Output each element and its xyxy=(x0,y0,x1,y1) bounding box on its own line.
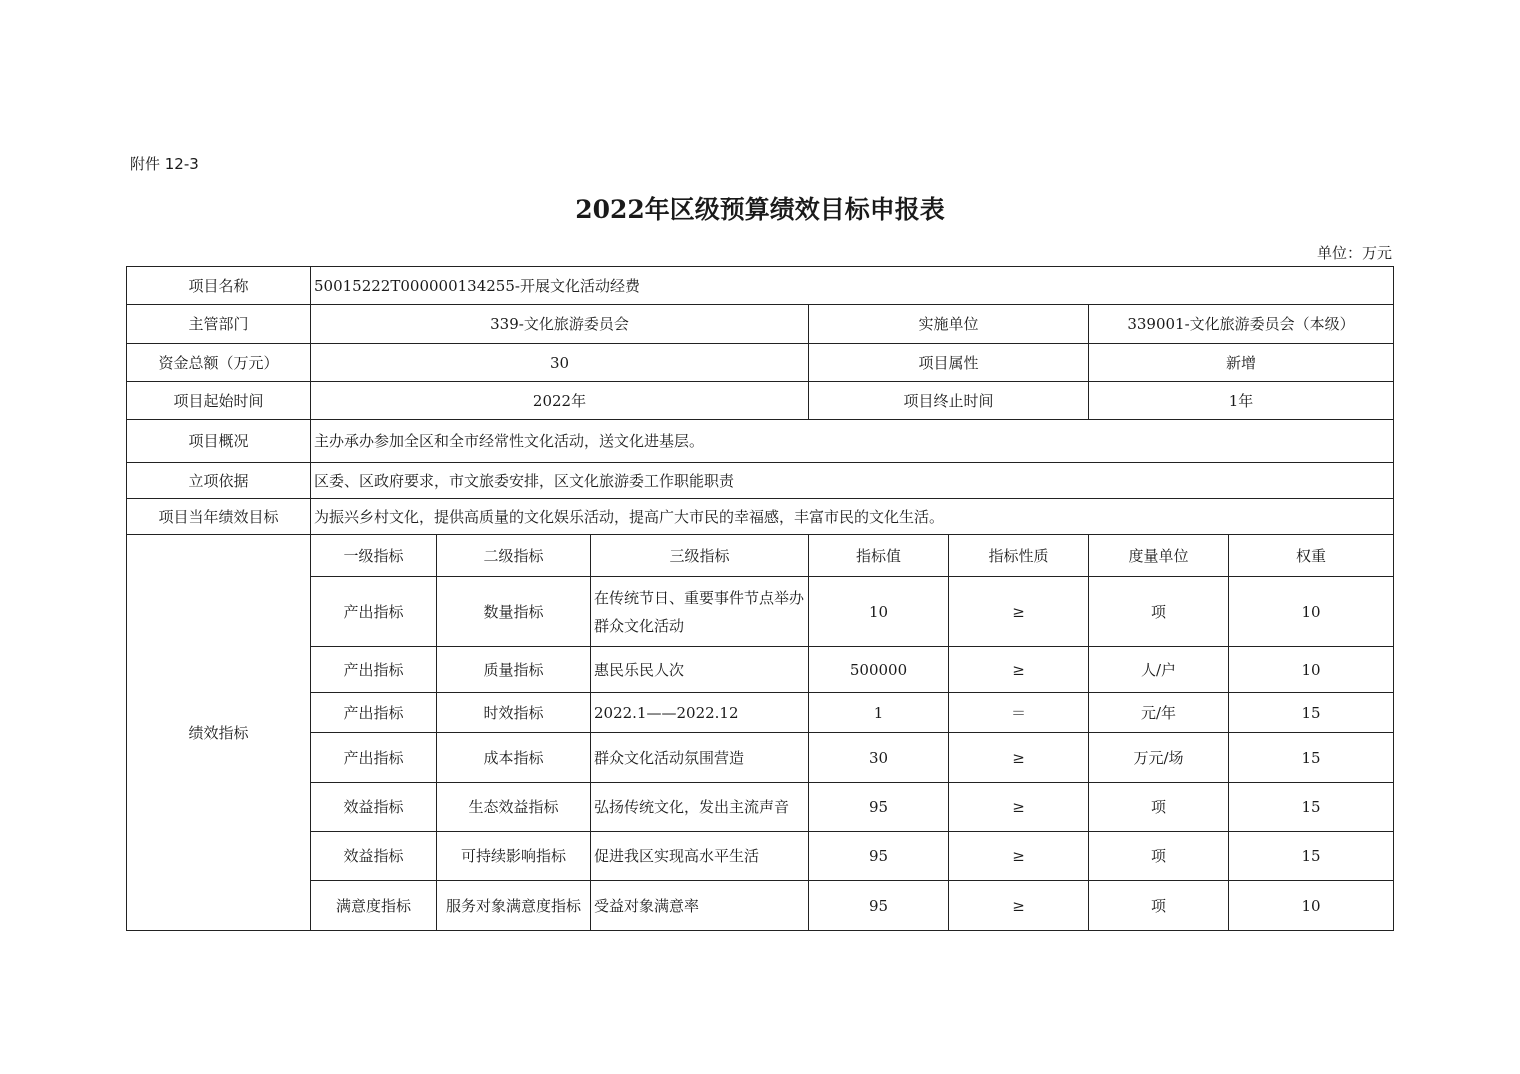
overview-label: 项目概况 xyxy=(127,420,311,463)
indicator-header-row xyxy=(127,535,1394,577)
indicator-value: 1 xyxy=(809,693,949,733)
indicator-l3: 在传统节日、重要事件节点举办群众文化活动 xyxy=(591,577,809,647)
indicator-l1: 产出指标 xyxy=(311,693,437,733)
header-nature: 指标性质 xyxy=(949,535,1089,577)
attachment-label: 附件 12-3 xyxy=(130,155,199,173)
indicator-l3: 促进我区实现高水平生活 xyxy=(591,832,809,881)
indicator-unit: 万元/场 xyxy=(1089,733,1229,783)
indicator-section-label: 绩效指标 xyxy=(127,535,311,931)
basis-value: 区委、区政府要求，市文旅委安排，区文化旅游委工作职能职责 xyxy=(311,463,1394,499)
header-l3: 三级指标 xyxy=(591,535,809,577)
end-value: 1年 xyxy=(1089,382,1394,420)
page-title: 2022年区级预算绩效目标申报表 xyxy=(575,195,945,224)
indicator-l1: 产出指标 xyxy=(311,577,437,647)
row-overview xyxy=(127,420,1394,463)
header-l1: 一级指标 xyxy=(311,535,437,577)
impl-value: 339001-文化旅游委员会（本级） xyxy=(1089,305,1394,344)
indicator-row xyxy=(127,881,1394,931)
indicator-weight: 15 xyxy=(1229,783,1394,832)
funds-value: 30 xyxy=(311,344,809,382)
indicator-value: 30 xyxy=(809,733,949,783)
indicator-l1: 满意度指标 xyxy=(311,881,437,931)
header-l2: 二级指标 xyxy=(437,535,591,577)
indicator-l1: 产出指标 xyxy=(311,647,437,693)
indicator-l3: 2022.1——2022.12 xyxy=(591,693,809,733)
indicator-weight: 10 xyxy=(1229,881,1394,931)
indicator-value: 95 xyxy=(809,881,949,931)
indicator-weight: 15 xyxy=(1229,693,1394,733)
dept-label: 主管部门 xyxy=(127,305,311,344)
indicator-l3: 惠民乐民人次 xyxy=(591,647,809,693)
indicator-nature: ≥ xyxy=(949,647,1089,693)
indicator-weight: 15 xyxy=(1229,733,1394,783)
performance-target-table xyxy=(126,266,1394,931)
indicator-l2: 质量指标 xyxy=(437,647,591,693)
row-time xyxy=(127,382,1394,420)
indicator-value: 95 xyxy=(809,832,949,881)
project-name-value: 50015222T000000134255-开展文化活动经费 xyxy=(311,267,1394,305)
impl-label: 实施单位 xyxy=(809,305,1089,344)
indicator-unit: 项 xyxy=(1089,832,1229,881)
end-label: 项目终止时间 xyxy=(809,382,1089,420)
overview-value: 主办承办参加全区和全市经常性文化活动，送文化进基层。 xyxy=(311,420,1394,463)
indicator-l2: 可持续影响指标 xyxy=(437,832,591,881)
attr-label: 项目属性 xyxy=(809,344,1089,382)
indicator-weight: 15 xyxy=(1229,832,1394,881)
unit-label: 单位：万元 xyxy=(1316,244,1392,262)
indicator-row xyxy=(127,693,1394,733)
start-value: 2022年 xyxy=(311,382,809,420)
goal-label: 项目当年绩效目标 xyxy=(127,499,311,535)
indicator-row xyxy=(127,832,1394,881)
row-dept xyxy=(127,305,1394,344)
indicator-unit: 项 xyxy=(1089,881,1229,931)
indicator-l2: 生态效益指标 xyxy=(437,783,591,832)
indicator-l3: 受益对象满意率 xyxy=(591,881,809,931)
indicator-row xyxy=(127,733,1394,783)
indicator-value: 95 xyxy=(809,783,949,832)
indicator-nature: ≥ xyxy=(949,881,1089,931)
row-goal xyxy=(127,499,1394,535)
indicator-nature: ≥ xyxy=(949,577,1089,647)
indicator-l2: 数量指标 xyxy=(437,577,591,647)
indicator-l2: 成本指标 xyxy=(437,733,591,783)
indicator-weight: 10 xyxy=(1229,647,1394,693)
indicator-value: 10 xyxy=(809,577,949,647)
indicator-row xyxy=(127,577,1394,647)
indicator-nature: ≥ xyxy=(949,733,1089,783)
row-project-name xyxy=(127,267,1394,305)
funds-label: 资金总额（万元） xyxy=(127,344,311,382)
indicator-row xyxy=(127,647,1394,693)
header-value: 指标值 xyxy=(809,535,949,577)
indicator-l1: 产出指标 xyxy=(311,733,437,783)
indicator-l3: 弘扬传统文化，发出主流声音 xyxy=(591,783,809,832)
indicator-l1: 效益指标 xyxy=(311,783,437,832)
indicator-unit: 人/户 xyxy=(1089,647,1229,693)
attr-value: 新增 xyxy=(1089,344,1394,382)
indicator-nature: ≥ xyxy=(949,832,1089,881)
indicator-l2: 服务对象满意度指标 xyxy=(437,881,591,931)
project-name-label: 项目名称 xyxy=(127,267,311,305)
indicator-l1: 效益指标 xyxy=(311,832,437,881)
indicator-unit: 元/年 xyxy=(1089,693,1229,733)
indicator-nature: ≥ xyxy=(949,783,1089,832)
indicator-value: 500000 xyxy=(809,647,949,693)
indicator-l2: 时效指标 xyxy=(437,693,591,733)
indicator-weight: 10 xyxy=(1229,577,1394,647)
header-weight: 权重 xyxy=(1229,535,1394,577)
start-label: 项目起始时间 xyxy=(127,382,311,420)
header-unit: 度量单位 xyxy=(1089,535,1229,577)
row-basis xyxy=(127,463,1394,499)
indicator-nature: ＝ xyxy=(949,693,1089,733)
goal-value: 为振兴乡村文化，提供高质量的文化娱乐活动，提高广大市民的幸福感，丰富市民的文化生活。 xyxy=(311,499,1394,535)
indicator-l3: 群众文化活动氛围营造 xyxy=(591,733,809,783)
indicator-unit: 项 xyxy=(1089,783,1229,832)
indicator-row xyxy=(127,783,1394,832)
dept-value: 339-文化旅游委员会 xyxy=(311,305,809,344)
row-funds xyxy=(127,344,1394,382)
indicator-unit: 项 xyxy=(1089,577,1229,647)
basis-label: 立项依据 xyxy=(127,463,311,499)
